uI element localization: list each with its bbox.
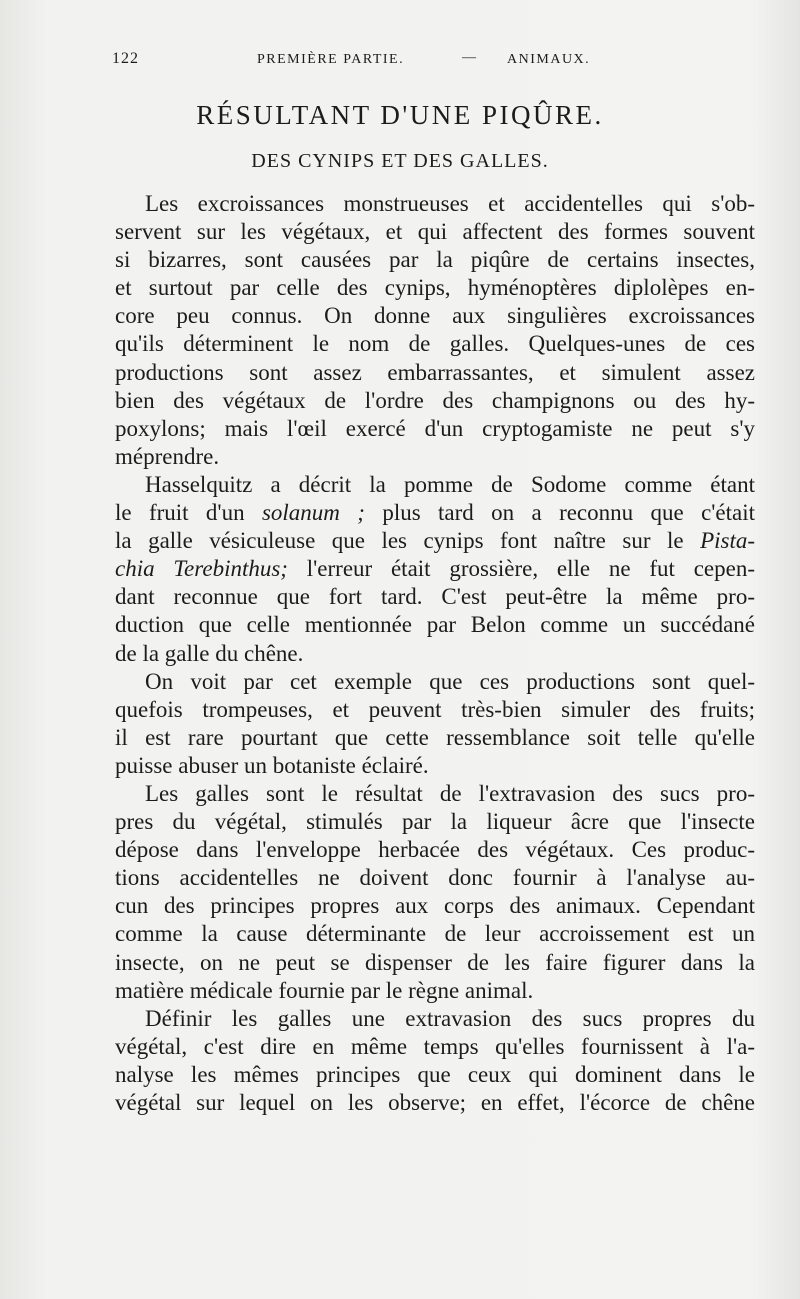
text-run: l'erreur était grossière, elle ne fut cepen- (306, 556, 755, 582)
text-line: de la galle du chêne. (115, 640, 304, 666)
text-line: servent sur les végétaux, et qui affectent des formes souvent (115, 219, 755, 245)
text-line: core peu connus. On donne aux singulières excroissances (115, 303, 755, 329)
text-line: On voit par cet exemple que ces productions sont quel- (145, 668, 755, 694)
text-line: pres du végétal, stimulés par la liqueur âcre que l'insecte (115, 809, 755, 835)
text-line: Définir les galles une extravasion des sucs propres du (145, 1005, 755, 1031)
running-head-part: PREMIÈRE PARTIE. (257, 52, 405, 67)
running-head (112, 50, 800, 72)
section-subtitle: DES CYNIPS ET DES GALLES. (251, 150, 549, 172)
text-line: et surtout par celle des cynips, hyménoptères diplolèpes en- (115, 275, 755, 301)
text-line: dant reconnue que fort tard. C'est peut-être la même pro- (115, 584, 755, 610)
text-line (115, 527, 755, 555)
italic-term: Pista- (700, 528, 756, 554)
text-line: végétal sur lequel on les observe; en effet, l'écorce de chêne (115, 1090, 755, 1115)
section-title: RÉSULTANT D'UNE PIQÛRE. (196, 100, 604, 130)
text-line: nalyse les mêmes principes que ceux qui dominent dans le (115, 1061, 755, 1087)
running-head-section: ANIMAUX. (507, 52, 591, 67)
text-line: puisse abuser un botaniste éclairé. (115, 752, 429, 778)
text-line (115, 555, 755, 583)
text-line: duction que celle mentionnée par Belon comme un succédané (115, 612, 755, 638)
body-text (115, 190, 755, 1117)
text-run: la galle vésiculeuse que les cynips font naître sur le (115, 528, 684, 554)
text-line: tions accidentelles ne doivent donc fournir à l'analyse au- (115, 865, 755, 891)
text-line: Les excroissances monstrueuses et accidentelles qui s'ob- (145, 191, 755, 216)
text-line: si bizarres, sont causées par la piqûre de certains insectes, (115, 247, 755, 273)
text-line: cun des principes propres aux corps des animaux. Cependant (115, 893, 755, 919)
text-line: végétal, c'est dire en même temps qu'elles fournissent à l'a- (115, 1033, 755, 1059)
text-run: le fruit d'un (115, 500, 245, 526)
text-line: poxylons; mais l'œil exercé d'un cryptogamiste ne peut s'y (115, 415, 755, 441)
text-line: il est rare pourtant que cette ressemblance soit telle qu'elle (115, 724, 755, 750)
text-line: Hasselquitz a décrit la pomme de Sodome comme étant (145, 471, 755, 497)
text-line: insecte, on ne peut se dispenser de les faire figurer dans la (115, 949, 755, 975)
text-line: dépose dans l'enveloppe herbacée des végétaux. Ces produc- (115, 837, 755, 863)
text-run: plus tard on a reconnu que c'était (382, 500, 756, 526)
italic-term: chia Terebinthus; (115, 556, 288, 582)
text-line: méprendre. (115, 443, 220, 469)
text-line (115, 499, 755, 527)
text-line: comme la cause déterminante de leur accroissement est un (115, 921, 755, 947)
text-line: bien des végétaux de l'ordre des champignons ou des hy- (115, 387, 755, 413)
italic-term: solanum ; (261, 500, 365, 526)
text-line: productions sont assez embarrassantes, et simulent assez (115, 359, 755, 385)
text-line: Les galles sont le résultat de l'extravasion des sucs pro- (145, 780, 755, 806)
text-line: matière médicale fournie par le règne animal. (115, 977, 534, 1003)
text-line: qu'ils déterminent le nom de galles. Quelques-unes de ces (115, 331, 755, 357)
text-line: quefois trompeuses, et peuvent très-bien simuler des fruits; (115, 696, 755, 722)
running-head-dash: — (462, 50, 478, 65)
page-number: 122 (112, 50, 139, 67)
